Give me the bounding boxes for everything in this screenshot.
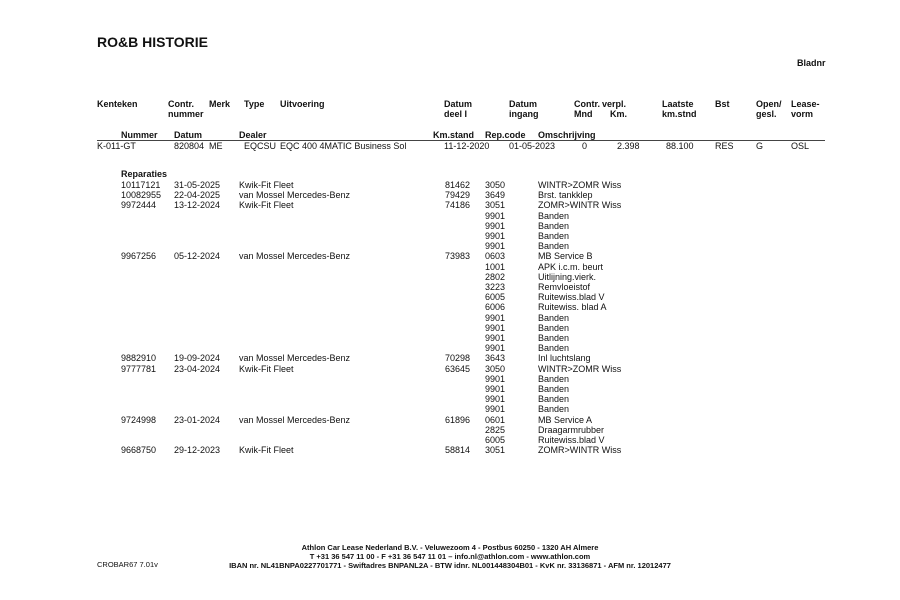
repair-code: 9901 [485, 373, 506, 384]
repair-code: 3051 [485, 200, 506, 211]
repair-code: 9901 [485, 384, 506, 394]
col-kenteken: Kenteken [97, 99, 138, 109]
col-datum-deel-2: deel I [444, 109, 468, 119]
page-title: RO&B HISTORIE [97, 34, 208, 50]
repair-km-stand: 81462 [445, 180, 471, 190]
repair-code: 6005 [485, 292, 506, 303]
repair-km-stand: 74186 [445, 200, 471, 211]
col-laatste-2: km.stnd [662, 109, 697, 119]
col-type: Type [244, 99, 265, 109]
repair-code: 9901 [485, 343, 506, 354]
repair-omschrijving: Ruitewiss.blad V [538, 292, 605, 303]
repair-code: 2825 [485, 424, 506, 435]
repair-code: 9901 [485, 220, 506, 231]
repair-omschrijving: Inl luchtslang [538, 353, 591, 364]
col-bst: Bst [715, 99, 730, 109]
repair-datum: 22-04-2025 [174, 190, 221, 201]
col-contr-mnd-2: Mnd [574, 109, 593, 119]
vehicle-open-gesl: G [756, 141, 764, 151]
repair-omschrijving: ZOMR>WINTR Wiss [538, 200, 622, 211]
col-laatste-1: Laatste [662, 99, 694, 109]
repair-km-stand: 79429 [445, 190, 471, 201]
repair-omschrijving: MB Service A [538, 414, 593, 425]
repair-code: 3050 [485, 363, 506, 374]
repair-omschrijving: Ruitewiss.blad V [538, 435, 605, 445]
repair-omschrijving: ZOMR>WINTR Wiss [538, 445, 622, 456]
footer-contact: T +31 36 547 11 00 - F +31 36 547 11 01 – info.nl@athlon.com - www.athlon.com [309, 552, 591, 561]
col-contr-2: nummer [168, 109, 204, 119]
footer-registration: IBAN nr. NL41BNPA0227701771 - Swiftadres BNPANL2A - BTW idnr. NL001448304B01 - KvK nr. 33136871 - AFM nr. 12012477 [229, 561, 671, 570]
vehicle-uitvoering: EQC 400 4MATIC Business Sol [280, 141, 407, 151]
repair-code: 9901 [485, 322, 506, 333]
repair-nummer: 9724998 [121, 414, 157, 425]
vehicle-laatste-km: 88.100 [666, 141, 694, 151]
repair-dealer: Kwik-Fit Fleet [239, 363, 294, 374]
repair-code: 1001 [485, 261, 506, 272]
repair-omschrijving: Banden [538, 404, 570, 415]
col-datum-deel-1: Datum [444, 99, 473, 109]
repair-omschrijving: Banden [538, 241, 570, 252]
repair-nummer: 9972444 [121, 200, 157, 211]
repair-omschrijving: Banden [538, 384, 570, 394]
repair-omschrijving: Draagarmrubber [538, 424, 605, 435]
col-open-1: Open/ [756, 99, 782, 109]
repair-code: 3643 [485, 353, 506, 364]
repair-omschrijving: WINTR>ZOMR Wiss [538, 180, 622, 190]
version-label: CROBAR67 7.01v [97, 560, 158, 569]
col-datum-ingang-1: Datum [509, 99, 538, 109]
repair-omschrijving: Banden [538, 210, 570, 221]
vehicle-kenteken: K-011-GT [97, 141, 136, 151]
col-lease-1: Lease- [791, 99, 820, 109]
repair-omschrijving: Brst. tankklep [538, 190, 593, 201]
col-contr-mnd-1: Contr. [574, 99, 600, 109]
reparaties-heading: Reparaties [121, 169, 168, 179]
repair-code: 9901 [485, 312, 506, 323]
repair-omschrijving: Banden [538, 322, 570, 333]
repair-code: 6006 [485, 302, 506, 313]
repair-dealer: Kwik-Fit Fleet [239, 445, 294, 456]
repair-omschrijving: Banden [538, 220, 570, 231]
footer-address: Athlon Car Lease Nederland B.V. - Veluwezoom 4 - Postbus 60250 - 1320 AH Almere [301, 543, 599, 552]
repair-dealer: Kwik-Fit Fleet [239, 200, 294, 211]
repair-omschrijving: Banden [538, 373, 570, 384]
col-omschrijving: Omschrijving [538, 130, 596, 140]
repair-code: 2802 [485, 271, 506, 282]
repair-omschrijving: Banden [538, 333, 570, 343]
repair-nummer: 9777781 [121, 363, 157, 374]
col-contr-1: Contr. [168, 99, 194, 109]
repair-datum: 29-12-2023 [174, 445, 221, 456]
repair-omschrijving: Banden [538, 394, 570, 405]
col-nummer: Nummer [121, 130, 158, 140]
repair-km-stand: 73983 [445, 251, 471, 262]
repair-dealer: van Mossel Mercedes-Benz [239, 353, 351, 364]
vehicle-bst: RES [715, 141, 734, 151]
col-merk: Merk [209, 99, 231, 109]
repair-km-stand: 61896 [445, 414, 471, 425]
repair-dealer: van Mossel Mercedes-Benz [239, 251, 351, 262]
col-km-stand: Km.stand [433, 130, 475, 140]
repair-code: 3051 [485, 445, 506, 456]
repair-code: 9901 [485, 394, 506, 405]
vehicle-datum-deel-1: 11-12-2020 [444, 141, 490, 151]
repair-dealer: van Mossel Mercedes-Benz [239, 190, 351, 201]
repair-nummer: 10082955 [121, 190, 162, 201]
vehicle-contract: 820804 [174, 141, 205, 151]
repair-omschrijving: WINTR>ZOMR Wiss [538, 363, 622, 374]
repair-code: 6005 [485, 435, 506, 445]
vehicle-merk: ME [209, 141, 223, 151]
page-number-label: Bladnr [797, 58, 826, 68]
repair-code: 9901 [485, 210, 506, 221]
vehicle-verpl-km: 2.398 [617, 141, 640, 151]
repair-code: 3050 [485, 180, 506, 190]
repair-omschrijving: APK i.c.m. beurt [538, 261, 604, 272]
col-verpl-1: verpl. [602, 99, 627, 109]
repair-nummer: 10117121 [121, 180, 161, 190]
repair-datum: 05-12-2024 [174, 251, 221, 262]
vehicle-contr-mnd: 0 [582, 141, 588, 151]
repair-omschrijving: MB Service B [538, 251, 593, 262]
col-lease-2: vorm [791, 109, 814, 119]
repair-omschrijving: Banden [538, 231, 570, 241]
col-rep-code: Rep.code [485, 130, 526, 140]
repair-omschrijving: Banden [538, 312, 570, 323]
repair-code: 9901 [485, 231, 506, 241]
repair-code: 3649 [485, 190, 506, 201]
repair-nummer: 9882910 [121, 353, 157, 364]
col-datum: Datum [174, 130, 203, 140]
col-open-2: gesl. [756, 109, 777, 119]
repair-km-stand: 58814 [445, 445, 471, 456]
col-dealer: Dealer [239, 130, 267, 140]
vehicle-type: EQCSU [244, 141, 277, 151]
repair-km-stand: 63645 [445, 363, 471, 374]
repair-omschrijving: Uitlijning.vierk. [538, 271, 597, 282]
repair-nummer: 9668750 [121, 445, 157, 456]
vehicle-lease-vorm: OSL [791, 141, 810, 151]
repair-nummer: 9967256 [121, 251, 157, 262]
repair-code: 3223 [485, 282, 506, 292]
repair-code: 0601 [485, 414, 506, 425]
repair-datum: 31-05-2025 [174, 180, 221, 190]
repair-datum: 19-09-2024 [174, 353, 221, 364]
repair-omschrijving: Remvloeistof [538, 282, 591, 292]
repair-dealer: Kwik-Fit Fleet [239, 180, 294, 190]
repair-dealer: van Mossel Mercedes-Benz [239, 414, 351, 425]
repair-datum: 23-01-2024 [174, 414, 221, 425]
vehicle-datum-ingang: 01-05-2023 [509, 141, 556, 151]
repair-code: 9901 [485, 404, 506, 415]
repair-code: 9901 [485, 241, 506, 252]
col-verpl-2: Km. [610, 109, 628, 119]
repair-omschrijving: Ruitewiss. blad A [538, 302, 607, 313]
repair-code: 9901 [485, 333, 506, 343]
repair-km-stand: 70298 [445, 353, 471, 364]
repair-omschrijving: Banden [538, 343, 570, 354]
repair-datum: 13-12-2024 [174, 200, 221, 211]
repair-code: 0603 [485, 251, 506, 262]
col-datum-ingang-2: ingang [509, 109, 539, 119]
repair-datum: 23-04-2024 [174, 363, 221, 374]
col-uitvoering: Uitvoering [280, 99, 325, 109]
